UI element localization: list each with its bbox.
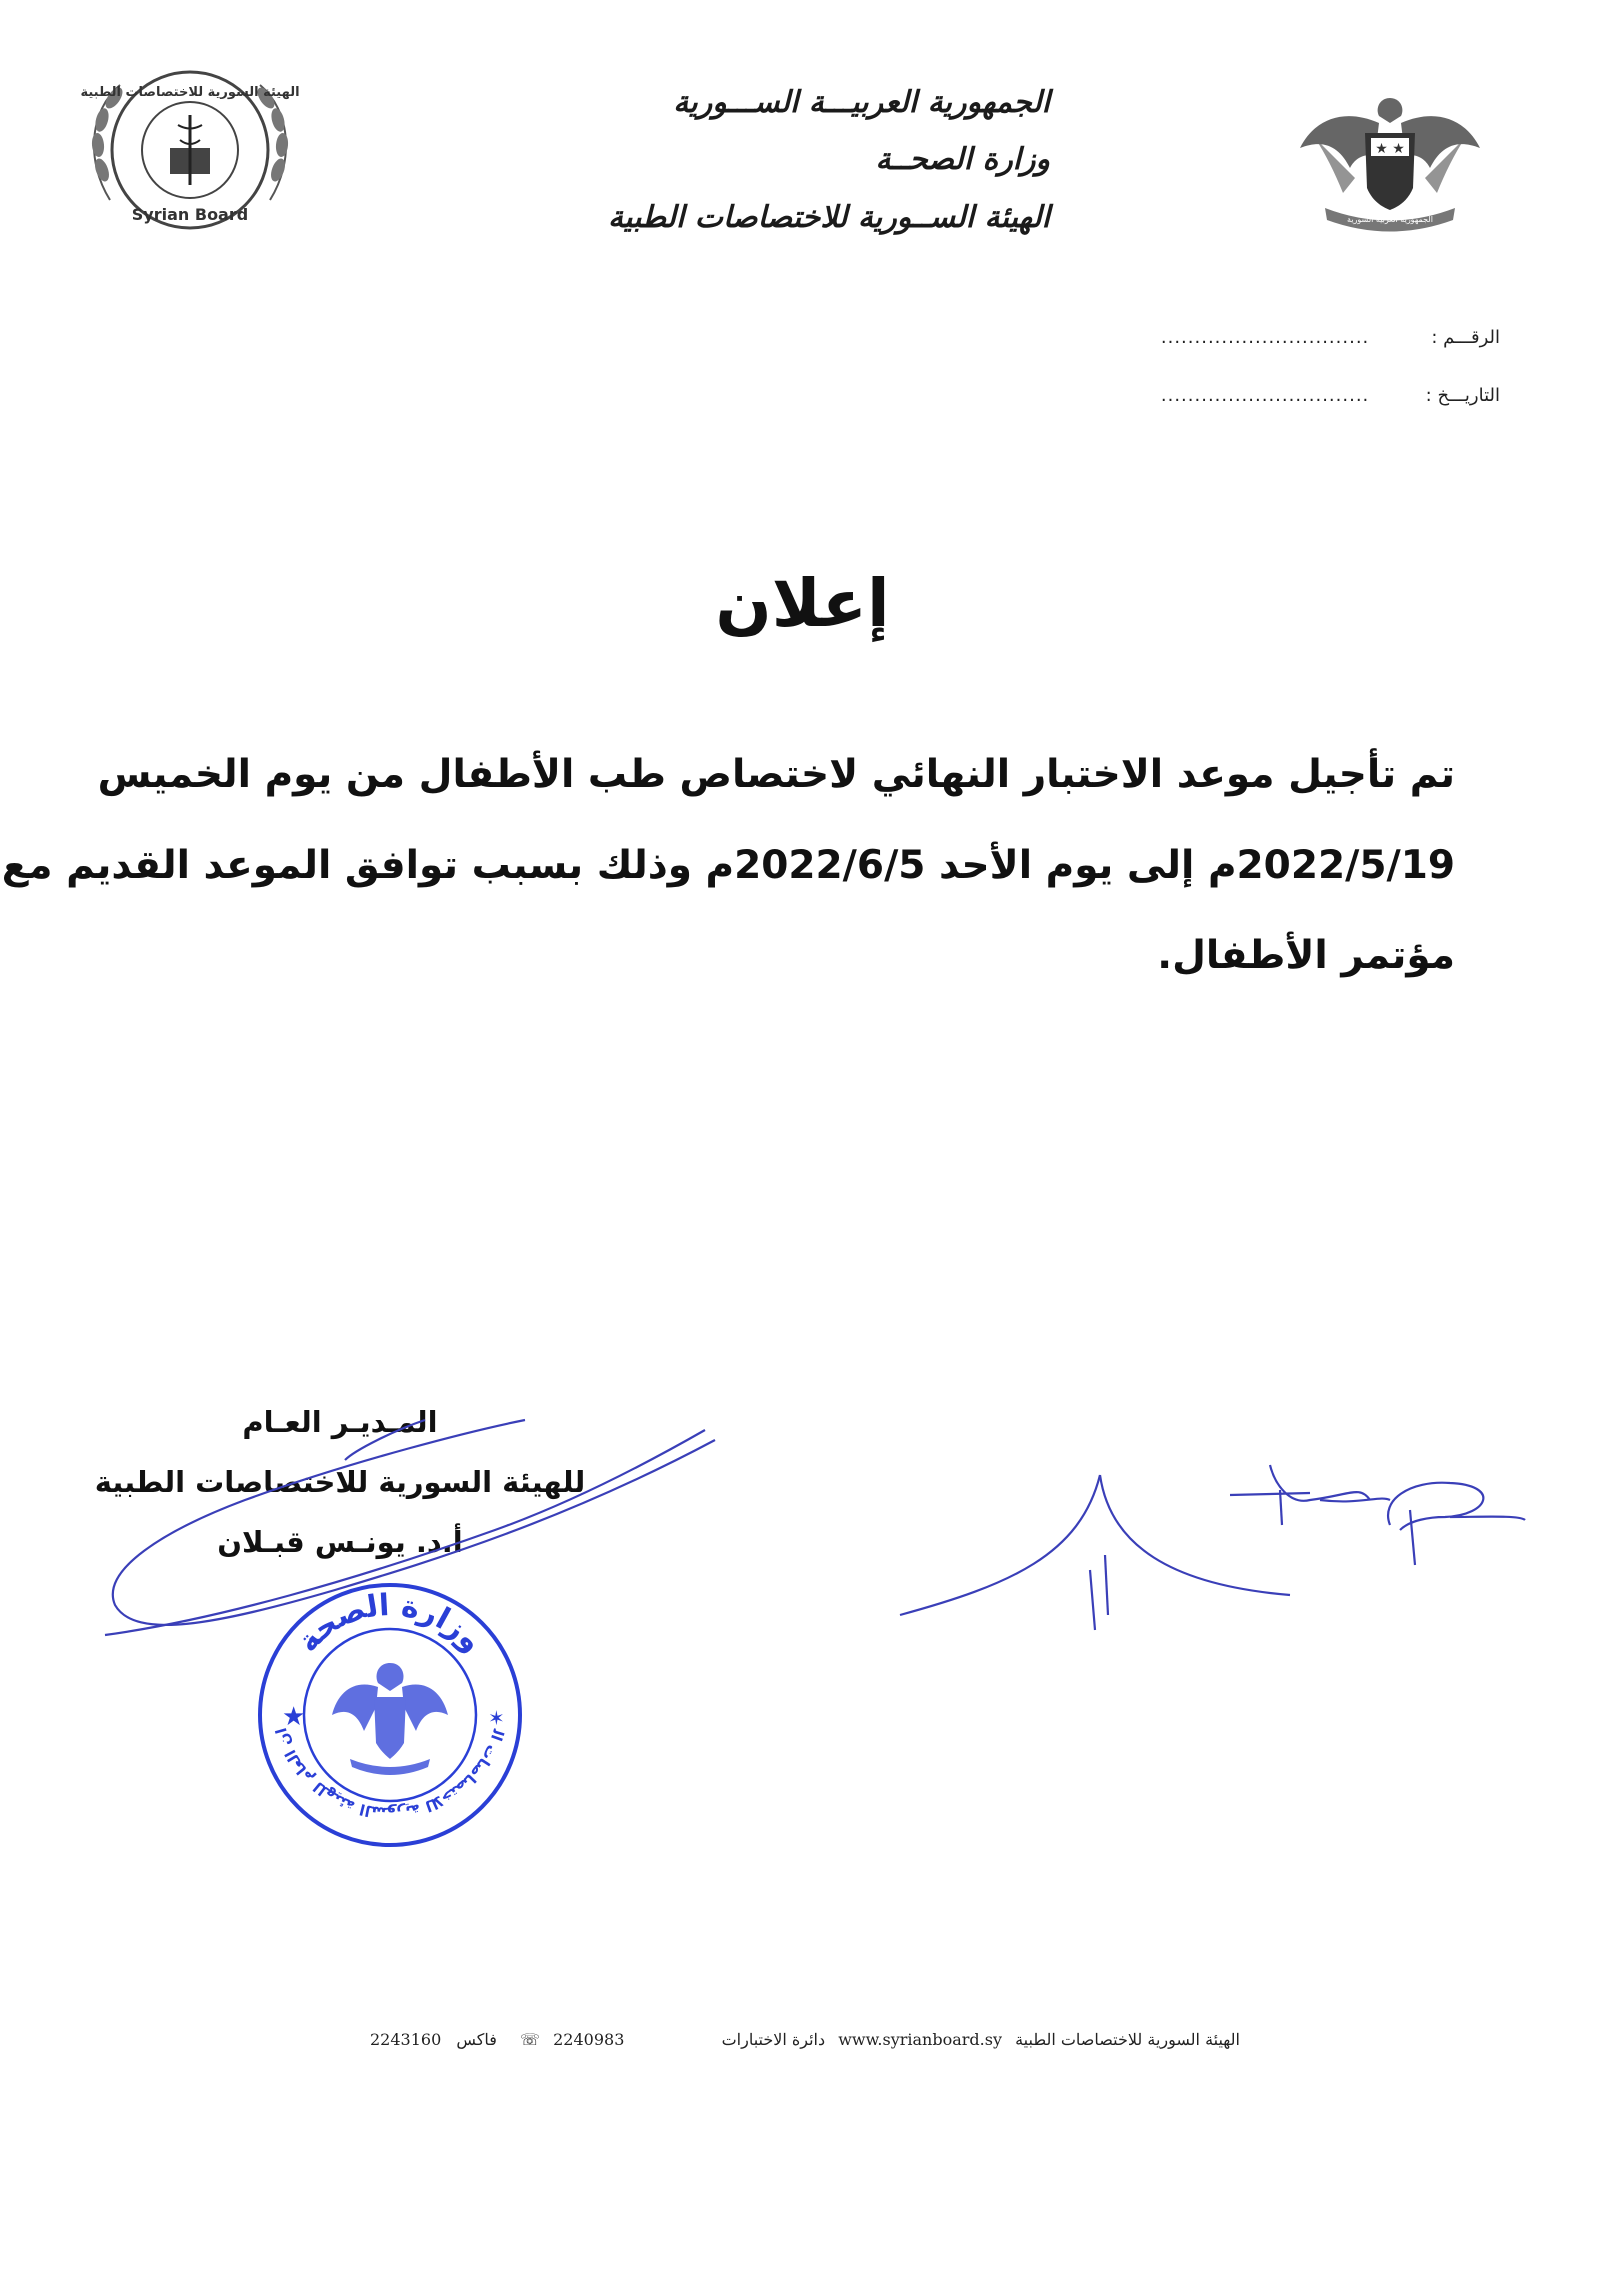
stamp-star-icon: ★ bbox=[282, 1702, 306, 1732]
signature-title: المـديـر العـام bbox=[242, 1405, 438, 1439]
svg-text:★ ★: ★ ★ bbox=[1375, 141, 1405, 157]
svg-text:وزارة الصحة bbox=[291, 1588, 490, 1659]
stamp-ring-text: ان العام للهيئة السورية للاختصاصات ال bbox=[271, 1725, 508, 1822]
logo-text-en: Syrian Board bbox=[131, 205, 249, 224]
announcement-title: إعلان bbox=[715, 565, 890, 642]
footer-phone-line bbox=[520, 2030, 624, 2049]
official-stamp bbox=[250, 1575, 530, 1855]
reference-number-label: الرقـــم : bbox=[1431, 327, 1500, 348]
stamp-top-text: وزارة الصحة bbox=[290, 1587, 490, 1660]
handwritten-signature-right bbox=[890, 1455, 1530, 1635]
footer-department: دائرة الاختبارات bbox=[721, 2030, 826, 2049]
header-ministry: وزارة الصحــة bbox=[875, 142, 1050, 177]
reference-number-row bbox=[1161, 327, 1500, 348]
footer-org: الهيئة السورية للاختصاصات الطبية bbox=[1015, 2030, 1240, 2049]
footer-fax-label: فاكس bbox=[456, 2030, 497, 2049]
stamp-star-icon-right: ✶ bbox=[488, 1706, 505, 1730]
footer-phone: 2240983 bbox=[553, 2030, 625, 2049]
eagle-emblem-graphic bbox=[1295, 78, 1485, 238]
reference-number-value: ............................... bbox=[1160, 327, 1370, 348]
date-value: ............................... bbox=[1160, 385, 1370, 406]
body-line-2: 2022/5/19م إلى يوم الأحد 2022/6/5م وذلك بسبب توافق الموعد القديم مع bbox=[1, 843, 1455, 888]
footer-fax-line bbox=[370, 2030, 497, 2049]
emblem-banner-text: الجمهورية العربية السورية bbox=[1347, 215, 1433, 224]
syrian-board-logo bbox=[80, 60, 300, 240]
phone-icon: ☏ bbox=[520, 2030, 541, 2049]
body-line-3: مؤتمر الأطفال. bbox=[1157, 933, 1455, 978]
signature-right-graphic bbox=[890, 1455, 1530, 1635]
footer-org-line bbox=[722, 2030, 1240, 2049]
logo-text-ar: الهيئة السورية للاختصاصات الطبية bbox=[80, 85, 300, 100]
header-country: الجمهورية العربيـــة الســـورية bbox=[673, 85, 1050, 120]
date-label: التاريـــخ : bbox=[1425, 385, 1500, 406]
date-row bbox=[1161, 385, 1500, 406]
official-stamp-graphic bbox=[250, 1575, 530, 1855]
stamp-eagle-icon bbox=[332, 1663, 448, 1775]
header-commission: الهيئة الســورية للاختصاصات الطبية bbox=[608, 200, 1050, 235]
footer-fax: 2243160 bbox=[370, 2030, 442, 2049]
signature-name: أ.د. يونـس قبـلان bbox=[217, 1525, 463, 1559]
body-line-1: تم تأجيل موعد الاختبار النهائي لاختصاص طب الأطفال من يوم الخميس bbox=[97, 752, 1455, 797]
syrian-board-logo-graphic bbox=[80, 60, 300, 240]
syrian-eagle-emblem bbox=[1295, 78, 1485, 238]
footer-website[interactable]: www.syrianboard.sy bbox=[838, 2030, 1002, 2049]
signature-organization: للهيئة السورية للاختصاصات الطبية bbox=[94, 1465, 586, 1499]
